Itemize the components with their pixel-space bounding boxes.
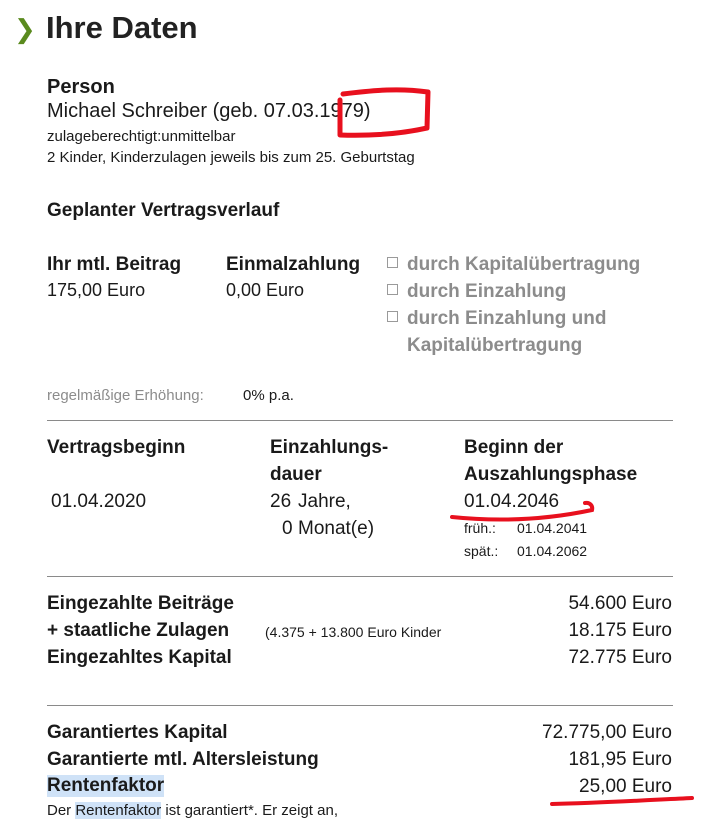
guaranteed-capital-label: Garantiertes Kapital (47, 722, 228, 743)
divider (47, 705, 673, 706)
guaranteed-pension-value: 181,95 Euro (568, 749, 672, 770)
state-subsidies-label: + staatliche Zulagen (47, 620, 230, 641)
option-einzahlung-label: durch Einzahlung (407, 281, 567, 302)
duration-label: Einzahlungs- (270, 437, 389, 458)
earliest-value: 01.04.2041 (517, 520, 588, 536)
option-einzahlung-und-label-cont: Kapitalübertragung (407, 335, 583, 356)
paid-contributions-value: 54.600 Euro (568, 593, 672, 614)
pension-factor-label: Rentenfaktor (47, 775, 165, 796)
annotation-underline (552, 798, 692, 804)
paid-capital-value: 72.775 Euro (568, 647, 672, 668)
latest-label: spät.: (464, 543, 499, 559)
state-subsidies-note: (4.375 + 13.800 Euro Kinder (265, 624, 442, 640)
contract-start-label: Vertragsbeginn (47, 437, 186, 458)
payout-start-label-cont: Auszahlungsphase (464, 464, 638, 485)
paid-capital-label: Eingezahltes Kapital (47, 647, 232, 668)
note-highlight: Rentenfaktor (75, 802, 162, 819)
checkbox-einzahlung-und-kapital[interactable] (387, 311, 398, 322)
payout-start-label: Beginn der (464, 437, 564, 458)
eligibility-text: zulageberechtigt:unmittelbar (47, 128, 236, 145)
duration-months-number: 0 (282, 518, 293, 539)
earliest-label: früh.: (464, 520, 496, 536)
pension-factor-note (47, 802, 338, 819)
divider (47, 576, 673, 577)
latest-value: 01.04.2062 (517, 543, 588, 559)
person-heading: Person (47, 76, 115, 98)
option-einzahlung-und-label: durch Einzahlung und (407, 308, 607, 329)
duration-years-number: 26 (270, 491, 292, 512)
paid-contributions-label: Eingezahlte Beiträge (47, 593, 234, 614)
monthly-contribution-label: Ihr mtl. Beitrag (47, 254, 182, 275)
single-payment-value: 0,00 Euro (226, 280, 305, 300)
note-suffix: ist garantiert*. Er zeigt an, (165, 802, 338, 819)
person-name: Michael Schreiber (geb. 07.03.1979) (47, 100, 371, 122)
contract-heading: Geplanter Vertragsverlauf (47, 200, 280, 221)
chevron-right-icon: ❯ (14, 14, 36, 44)
checkbox-kapitaluebertragung[interactable] (387, 257, 398, 268)
single-payment-label: Einmalzahlung (226, 254, 361, 275)
monthly-contribution-value: 175,00 Euro (47, 280, 146, 300)
contract-start-value: 01.04.2020 (51, 491, 147, 512)
children-text: 2 Kinder, Kinderzulagen jeweils bis zum 25. Geburtstag (47, 149, 415, 166)
increase-value: 0% p.a. (243, 387, 294, 404)
guaranteed-capital-value: 72.775,00 Euro (542, 722, 672, 743)
checkbox-einzahlung[interactable] (387, 284, 398, 295)
increase-label: regelmäßige Erhöhung: (47, 387, 204, 404)
duration-years-unit: Jahre, (298, 491, 351, 512)
note-prefix: Der (47, 802, 72, 819)
duration-label-cont: dauer (270, 464, 322, 485)
duration-months-unit: Monat(e) (298, 518, 375, 539)
page-title: Ihre Daten (46, 10, 198, 45)
divider (47, 420, 673, 421)
option-kapitaluebertragung-label: durch Kapitalübertragung (407, 254, 641, 275)
state-subsidies-value: 18.175 Euro (568, 620, 672, 641)
pension-factor-value: 25,00 Euro (579, 776, 672, 797)
payout-start-value: 01.04.2046 (464, 491, 560, 512)
guaranteed-pension-label: Garantierte mtl. Altersleistung (47, 749, 319, 770)
